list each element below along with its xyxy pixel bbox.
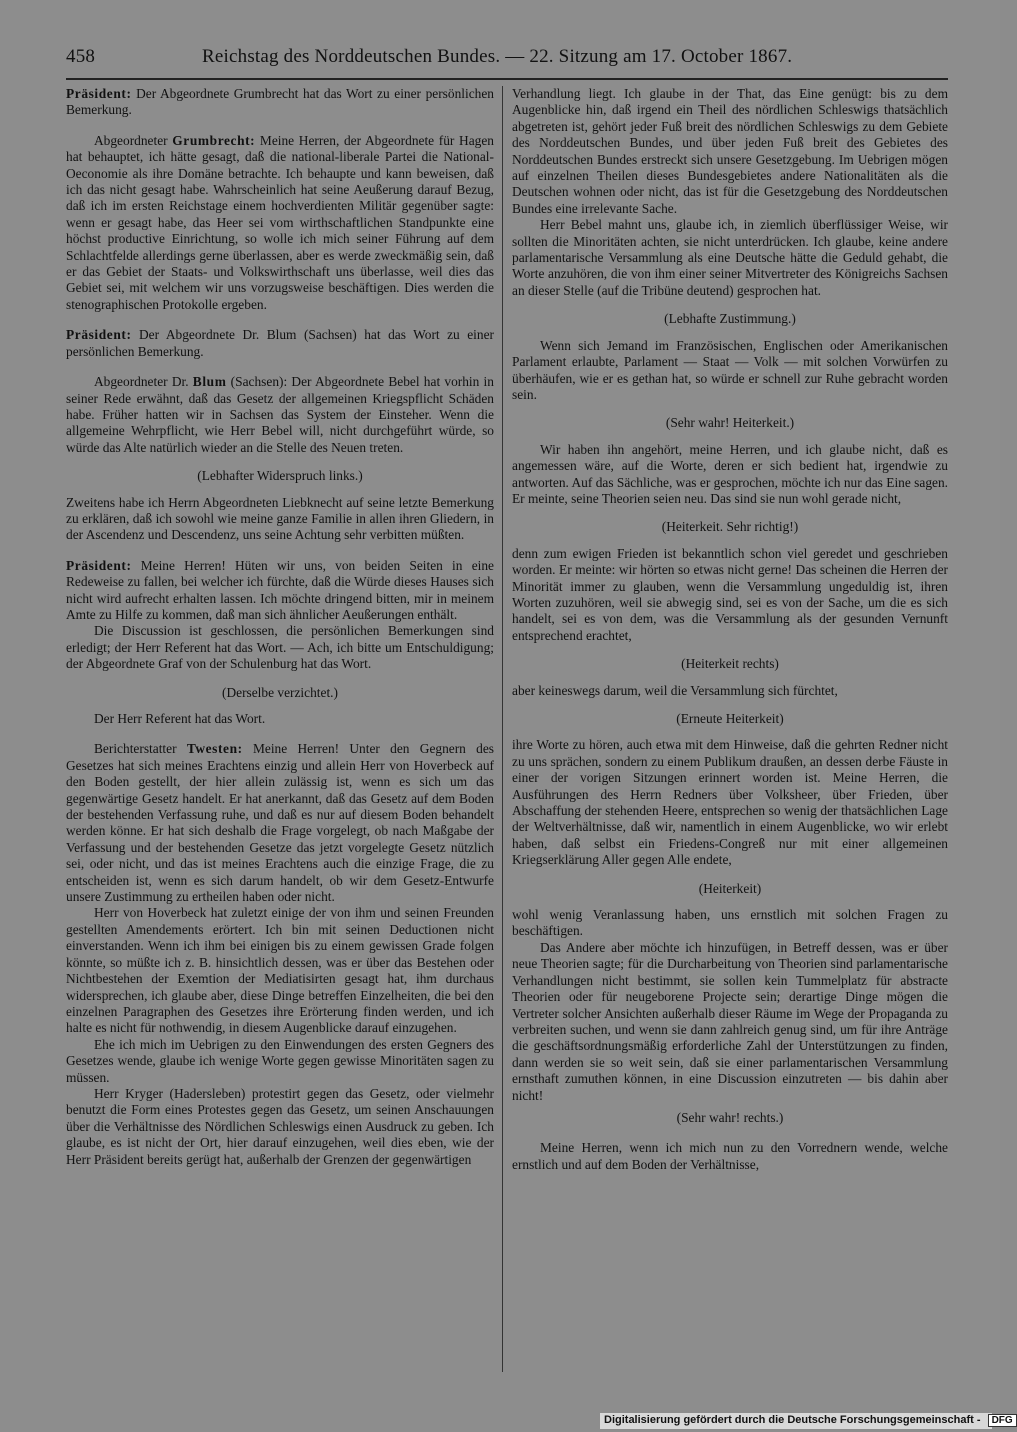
running-title: Reichstag des Norddeutschen Bundes. — 22. Sitzung am 17. October 1867. [202,46,793,67]
footer-credit [600,1413,1013,1429]
paragraph-text: (Heiterkeit rechts) [681,656,779,672]
paragraph-text: Der Abgeordnete Dr. Blum (Sachsen) hat das Wort zu einer persönlichen Bemerkung. [66,327,494,359]
paragraph [512,683,948,699]
paragraph [512,737,948,868]
paragraph-text: Der Herr Referent hat das Wort. [94,711,266,726]
paragraph-text: Die Discussion ist geschlossen, die persönlichen Bemerkungen sind erledigt; der Herr Referent hat das Wort. — Ach, ich bitte um Entschuldigung; der Abgeordnete Graf von der Schulenburg hat das Wort. [66,623,494,672]
paragraph [66,133,494,313]
paragraph [66,711,494,727]
left-column [66,86,494,1168]
paragraph [66,86,494,119]
paragraph-text: wohl wenig Veranlassung haben, uns ernstlich mit solchen Fragen zu beschäftigen. [512,907,948,939]
speaker-name: Präsident: [66,86,132,101]
paragraph [66,495,494,544]
speaker-name: Grumbrecht: [172,132,256,148]
column-divider [502,86,503,1372]
speaker-name: Twesten: [186,741,243,757]
speaker-role: Berichterstatter [94,741,187,757]
paragraph-text: Meine Herren, wenn ich mich nun zu den Vorrednern wende, welche ernstlich und auf dem Boden der Verhältnisse, [512,1140,948,1172]
paragraph [512,442,948,508]
paragraph [512,546,948,644]
paragraph-text: (Sachsen): Der Abgeordnete Bebel hat vorhin in seiner Rede erwähnt, daß das Gesetz der allgemeinen Kriegspflicht Schäden habe. Früher hatten wir in Sachsen das System der Einsteher. Wenn die allgemeine Wehrpflicht, wie Herr Bebel will, nicht durchgeführt würde, so würde das Alte natürlich wieder an die Stelle des Neuen treten. [66,374,494,455]
paragraph-text: Ehe ich mich im Uebrigen zu den Einwendungen des ersten Gegners des Gesetzes wende, glaube ich wenige Worte gegen gewisse Minoritäten sagen zu müssen. [66,1036,494,1085]
paragraph [512,907,948,940]
paragraph-text: aber keineswegs darum, weil die Versammlung sich fürchtet, [512,682,838,698]
paragraph [66,468,494,484]
paragraph-text: Zweitens habe ich Herrn Abgeordneten Liebknecht auf seine letzte Bemerkung zu erklären, daß ich sowohl wie meine ganze Familie in allen ihren Gliedern, in der Ascendenz und Descendenz, uns seine Achtung sehr verbitten müßten. [66,494,494,543]
paragraph-text: Herr von Hoverbeck hat zuletzt einige der von ihm und seinen Freunden gestellten Amendements erörtert. Ich bin mit seinen Deductionen nicht einverstanden. Wenn ich ihm bei einigen bis zu einem gewissen Grade folgen könnte, so müßte ich z. B. hinsichtlich dessen, was er über das Bestehen oder Nichtbestehen der Exemtion der Mediatisirten gesagt hat, ihm durchaus widersprechen, ich glaube aber, diese Dinge betreffen Einzelheiten, die bei den einzelnen Paragraphen des Gesetzes ihre Erörterung finden werden, und ich halte es nicht für nothwendig, in diesem Augenblicke darauf einzugehen. [66,905,494,1036]
paragraph [66,374,494,456]
paragraph-text: (Derselbe verzichtet.) [222,684,338,700]
paragraph-text: (Heiterkeit. Sehr richtig!) [661,519,799,535]
paragraph [512,1110,948,1126]
paragraph-text: Herr Kryger (Hadersleben) protestirt gegen das Gesetz, oder vielmehr benutzt die Form eines Protestes gegen das Gesetz, um seinen Anschauungen über die Verhältnisse des Nördlichen Schleswigs einen Ausdruck zu geben. Ich glaube, es ist nicht der Ort, hier darauf einzugehen, weil dies eben, wie der Herr Präsident bereits gerügt hat, außerhalb der Grenzen der gegenwärtigen [66,1085,494,1167]
page-number: 458 [66,46,96,67]
paragraph-text: (Heiterkeit) [698,880,762,896]
paragraph-text: (Lebhafte Zustimmung.) [664,311,796,327]
speaker-name: Präsident: [66,327,132,343]
paragraph-text: Herr Bebel mahnt uns, glaube ich, in ziemlich überflüssiger Weise, wir sollten die Minoritäten achten, sie nicht unterdrücken. Ich glaube, keine andere parlamentarische Versammlung als eine Deutsche hätte die Geduld gehabt, die Worte anzuhören, die von ihm einer seiner Mitvertreter des Königreichs Sachsen an dieser Stelle (auf die Tribüne deutend) gesprochen hat. [512,217,948,298]
paragraph-text: Der Abgeordnete Grumbrecht hat das Wort zu einer persönlichen Bemerkung. [66,86,494,118]
header-rule [66,78,948,80]
speaker-role: Abgeordneter Dr. [94,374,193,390]
paragraph [66,623,494,672]
paragraph-text: Meine Herren! Unter den Gegnern des Gesetzes hat sich meines Erachtens einzig und allein Herr von Hoverbeck auf den Boden gestellt, der hier allein zulässig ist, wenn es sich um das gegenwärtige Gesetz handelt. Er hat anerkannt, daß das Gesetz auf dem Boden der bestehenden Verfassung ruhe, und daß es nur auf diesem Boden behandelt werden könne. Er hat sich deshalb die Frage vorgelegt, ob nach Maßgabe der Verfassung und der bestehenden Gesetze das jetzt vorgelegte Gesetz nützlich sei, oder nicht, und das ist meines Erachtens auch die einzige Frage, die zu entscheiden ist, wenn es sich darum handelt, ob wir dem Gesetz-Entwurfe unsere Zustimmung zu ertheilen haben oder nicht. [66,741,495,905]
speaker-role: Abgeordneter [94,132,173,148]
paragraph [512,217,948,299]
right-column [512,86,948,1173]
paragraph-text: Wir haben ihn angehört, meine Herren, und ich glaube nicht, daß es angemessen wäre, auf die Worte, deren er sich bedient hat, irgendwie zu antworten. Auf das Sächliche, was er gesprochen, möchte ich nur das Eine sagen. Er meinte, seine Theorien seien neu. Das sind sie nun wohl gerade nicht, [512,441,948,506]
paragraph-text: (Erneute Heiterkeit) [676,711,784,726]
paragraph-text: (Sehr wahr! rechts.) [676,1109,784,1125]
paragraph-text: Wenn sich Jemand im Französischen, Englischen oder Amerikanischen Parlament erlaubte, Parlament — Staat — Volk — mit solchen Vorwürfen zu überhäufen, wie er es gethan hat, so würde er schnell zur Ruhe gebracht worden sein. [512,337,948,402]
paragraph [66,1037,494,1086]
paragraph-text: ihre Worte zu hören, auch etwa mit dem Hinweise, daß die gehrten Redner nicht zu uns sprächen, sondern zu einem Publikum draußen, an dessen derbe Fäuste in einer der vorigen Sitzungen erinnert worden ist. Meine Herren, die Ausführungen des Herrn Redners über Volksheer, über Frieden, über Abschaffung der stehenden Heere, entsprechen so wenig der thatsächlichen Lage der Weltverhältnisse, daß wir, namentlich in einem Augenblicke, wo wir erlebt haben, daß selbst ein Friedens-Congreß nur mit einer allgemeinen Kriegserklärung Aller gegen Alle endete, [512,737,948,868]
paragraph [66,685,494,701]
paragraph [512,311,948,327]
paragraph [512,881,948,897]
paragraph-text: Meine Herren! Hüten wir uns, von beiden Seiten in eine Redeweise zu fallen, bei welcher ich fürchte, daß die Würde dieses Hauses sich nicht wird aufrecht erhalten lassen. Ich möchte dringend bitten, mir in meinem Amte zu Hilfe zu kommen, daß man sich ähnlicher Aeußerungen enthält. [66,557,494,622]
paragraph [66,905,494,1036]
paragraph [66,1086,494,1168]
paragraph-text: (Lebhafter Widerspruch links.) [197,468,363,484]
paragraph-text: (Sehr wahr! Heiterkeit.) [665,415,795,431]
paragraph [66,741,494,905]
paragraph [512,656,948,672]
speaker-name: Blum [192,374,227,390]
paragraph-text: denn zum ewigen Frieden ist bekanntlich schon viel geredet und geschrieben worden. Er meinte: wir hörten so etwas nicht gerne! Das scheinen die Herren der Minorität immer zu glauben, wenn die Versammlung ungeduldig ist, ihren Worten zuzuhören, weil sie abwegig sind, sei es von der Sache, um die es sich handelt, sei es von dem, was die Versammlung als der gesunden Vernunft entsprechend erachtet, [512,545,948,643]
footer-text: Digitalisierung gefördert durch die Deutsche Forschungsgemeinschaft - [604,1414,981,1426]
paragraph [512,1140,948,1173]
paragraph-text: Verhandlung liegt. Ich glaube in der That, das Eine genügt: bis zu dem Augenblicke hin, daß irgend ein Theil des nördlichen Schleswigs thatsächlich abgetreten ist, gehört jeder Fuß breit des nördlichen Schleswigs zu dem Gebiete des Norddeutschen Bundes, und über jeden Fuß breit des Gebietes des Norddeutschen Bundes erstreckt sich unsere Gesetzgebung. Im Uebrigen mögen auf einzelnen Theilen dieses Bundesgebietes andere Nationalitäten als die Deutschen wohnen oder nicht, das ist für die Gesetzgebung des Norddeutschen Bundes eine irrelevante Sache. [512,86,948,216]
paragraph-text: Das Andere aber möchte ich hinzufügen, in Betreff dessen, was er über neue Theorien sagte; für die Durcharbeitung von Theorien sind parlamentarische Verhandlungen nicht bestimmt, sie sollen kein Tummelplatz für abstracte Theorien oder für neugeborene Projecte sein; derartige Dinge mögen die Vertreter solcher Ansichten außerhalb dieser Räume im Wege der Propaganda zu verbreiten suchen, und wenn sie dann zahlreich genug sind, um für ihre Anträge die geschäftsordnungsmäßig erforderliche Zahl der Unterstützungen zu finden, dann werden sie so weit sein, daß sie einer parlamentarischen Versammlung ernsthaft zumuthen können, in eine Discussion einzutreten — bis dahin aber nicht! [512,939,948,1103]
paragraph [512,940,948,1104]
speaker-name: Präsident: [66,557,132,573]
page-header [66,44,946,74]
paragraph [66,558,494,624]
paragraph [512,86,948,217]
paragraph [512,519,948,535]
paragraph [66,327,494,360]
paragraph [512,711,948,727]
dfg-logo: DFG [988,1414,1017,1427]
paragraph-text: Meine Herren, der Abgeordnete für Hagen hat behauptet, ich hätte gesagt, daß die national-liberale Partei die National-Oeconomie als ihre Domäne betrachte. Ich behaupte und kann beweisen, daß ich das nicht gesagt habe. Wahrscheinlich hat seine Aeußerung darauf Bezug, daß ich im ersten Reichstage einem hochverdienten Militär gegenüber sagte: wenn er gesagt habe, das Heer sei vom wirthschaftlichen Standpunkte eine höchst productive Einrichtung, so wolle ich mich seiner Führung auf dem Schlachtfelde allerdings gerne überlassen, aber es werde zweckmäßig sein, daß er das Gebiet der Staats- und Volkswirthschaft uns überlasse, weil dies das Gebiet sei, mit welchem wir uns vorzugsweise beschäftigen. Dies werden die stenographischen Protokolle ergeben. [66,132,495,312]
paragraph [512,415,948,431]
paragraph [512,338,948,404]
